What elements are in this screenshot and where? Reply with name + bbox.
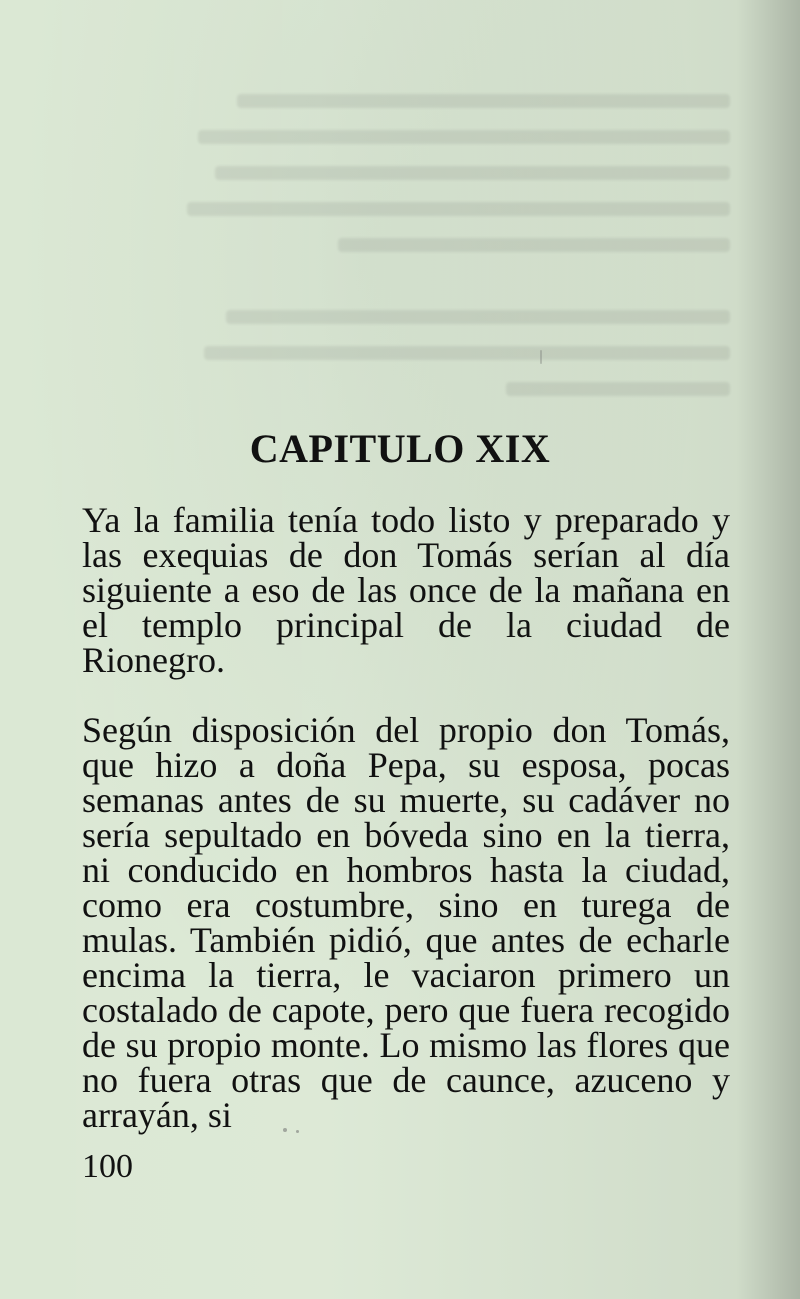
chapter-body [82,500,730,1135]
paragraph-2: Según disposición del propio don Tomás, que hizo a doña Pepa, su esposa, pocas semanas antes de su muerte, su cadáver no sería sepultado en bóveda sino en la tierra, ni conducido en hombros hasta la ciudad, como era costumbre, sino en turega de mulas. También pidió, que antes de echarle encima la tierra, le vaciaron primero un costalado de capote, pero que fuera recogido de su propio monte. Lo mismo las flores que no fuera otras que de caunce, azuceno y arrayán, si [82,710,730,1135]
chapter-title: CAPITULO XIX [249,426,551,471]
paper-speck [540,350,542,364]
paragraph-1: Ya la familia tenía todo listo y preparado y las exequias de don Tomás serían al día siguiente a eso de las once de la mañana en el templo principal de la ciudad de Rionegro. [82,500,730,680]
bleed-through-text [170,80,730,400]
page-number: 100 [82,1148,133,1185]
